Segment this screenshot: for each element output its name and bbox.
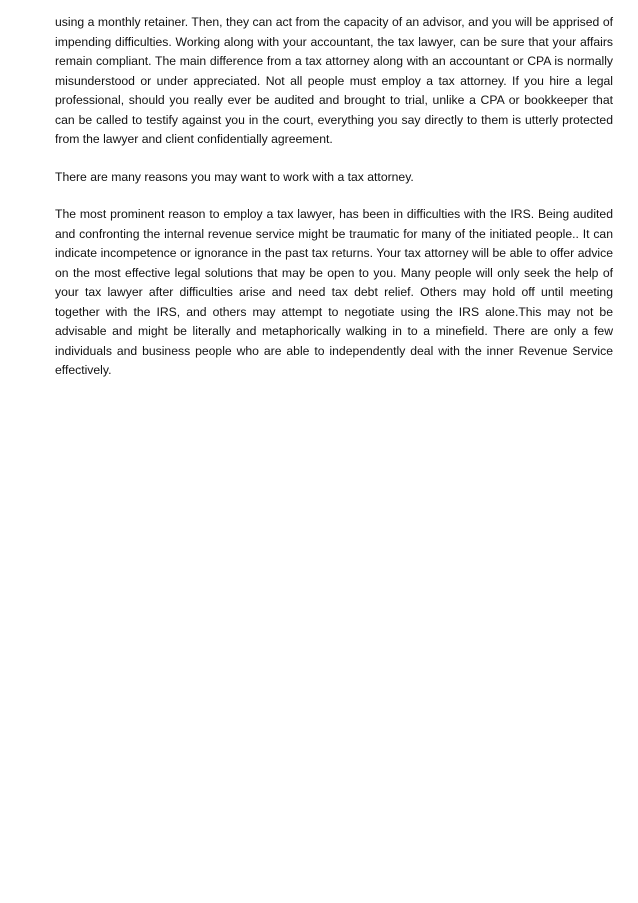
paragraph: The most prominent reason to employ a tax lawyer, has been in difficulties with the IRS. Being audited and confronting the internal revenue service might be traumatic for many of the initiated people.. It can indicate incompetence or ignorance in the past tax returns. Your tax attorney will be able to offer advice on the most effective legal solutions that may be open to you. Many people will only seek the help of your tax lawyer after difficulties arise and need tax debt relief. Others may hold off until meeting together with the IRS, and others may attempt to negotiate using the IRS alone.This may not be advisable and might be literally and metaphorically walking in to a minefield. There are only a few individuals and business people who are able to independently deal with the inner Revenue Service effectively. [55, 207, 613, 377]
paragraph: There are many reasons you may want to work with a tax attorney. [55, 169, 414, 184]
document-body [55, 13, 613, 399]
paragraph: using a monthly retainer. Then, they can act from the capacity of an advisor, and you will be apprised of impending difficulties. Working along with your accountant, the tax lawyer, can be sure that your affairs remain compliant. The main difference from a tax attorney along with an accountant or CPA is normally misunderstood or under appreciated. Not all people must employ a tax attorney. If you hire a legal professional, should you really ever be audited and brought to trial, unlike a CPA or bookkeeper that can be called to testify against you in the court, everything you say directly to them is utterly protected from the lawyer and client confidentially agreement. [55, 15, 613, 146]
